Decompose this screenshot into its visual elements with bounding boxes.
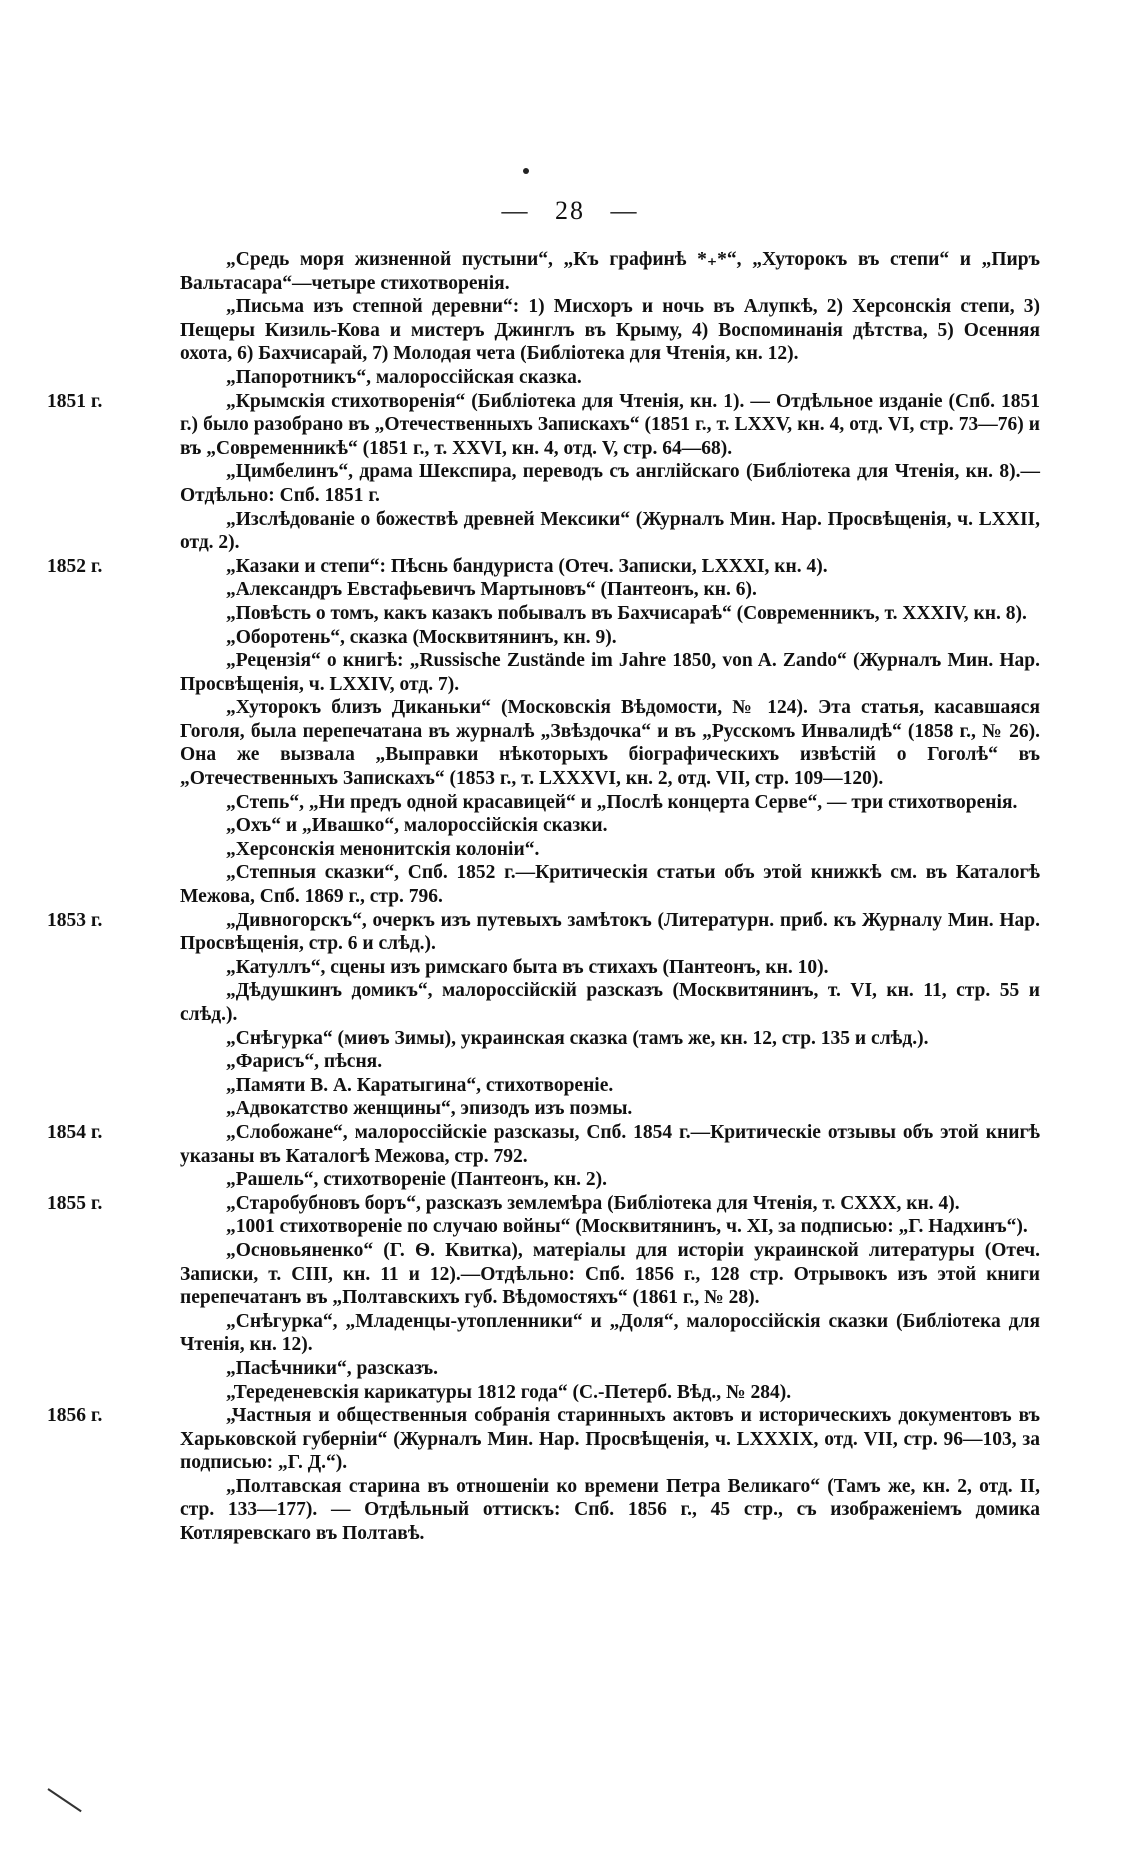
bibliography-entry	[180, 1475, 1040, 1546]
bibliography-entry	[180, 1310, 1040, 1357]
ink-dot	[523, 168, 529, 174]
bibliography-entry	[180, 248, 1040, 295]
bibliography-entry	[180, 838, 1040, 862]
bibliography-entry	[180, 649, 1040, 696]
page-number	[0, 196, 1140, 226]
bibliography-entry	[180, 1239, 1040, 1310]
entry-text: „Херсонскія менонитскія колоніи“.	[226, 838, 540, 860]
entry-text: „Пасѣчники“, разсказъ.	[226, 1357, 438, 1379]
bibliography-entry	[180, 508, 1040, 555]
entry-text: „Александръ Евстафьевичъ Мартыновъ“ (Пантеонъ, кн. 6).	[226, 579, 757, 601]
bibliography-entry	[180, 1168, 1040, 1192]
entry-text: „Слобожане“, малороссійскіе разсказы, Спб. 1854 г.—Критическіе отзывы объ этой книгѣ указаны въ Каталогѣ Межова, стр. 792.	[180, 1121, 1040, 1167]
entry-text: „Рашель“, стихотвореніе (Пантеонъ, кн. 2).	[226, 1169, 607, 1191]
entry-year: 1855 г.	[47, 1192, 103, 1214]
entry-text: „Дивногорскъ“, очеркъ изъ путевыхъ замѣтокъ (Литературн. приб. къ Журналу Мин. Нар. Просвѣщенія, стр. 6 и слѣд.).	[180, 909, 1040, 955]
entry-year: 1853 г.	[47, 909, 103, 931]
bibliography-entry	[47, 555, 1040, 579]
entry-year: 1851 г.	[47, 390, 103, 412]
entry-text: „Цимбелинъ“, драма Шекспира, переводъ съ англійскаго (Библіотека для Чтенія, кн. 8).—Отдѣльно: Спб. 1851 г.	[180, 461, 1040, 506]
bibliography-entry	[180, 1381, 1040, 1405]
entry-text: „Полтавская старина въ отношеніи ко времени Петра Великаго“ (Тамъ же, кн. 2, отд. II, стр. 133—177). — Отдѣльный оттискъ: Спб. 1856 г., 45 стр., съ изображеніемъ домика Котляревскаго въ Полтавѣ.	[180, 1475, 1040, 1545]
bibliography-entry	[47, 390, 1040, 461]
bibliography-entry	[180, 578, 1040, 602]
entry-text: „Степь“, „Ни предъ одной красавицей“ и „Послѣ концерта Серве“, — три стихотворенія.	[226, 791, 1018, 813]
bibliography-entry	[47, 1121, 1040, 1168]
entry-text: „Основьяненко“ (Г. Ѳ. Квитка), матеріалы для исторіи украинской литературы (Отеч. Записки, т. CIII, кн. 11 и 12).—Отдѣльно: Спб. 1856 г., 128 стр. Отрывокъ изъ этой книги перепечатанъ въ „Полтавскихъ губ. Вѣдомостяхъ“ (1861 г., № 28).	[180, 1239, 1040, 1309]
entry-text: „Хуторокъ близъ Диканьки“ (Московскія Вѣдомости, № 124). Эта статья, касавшаяся Гоголя, была перепечатана въ журналѣ „Звѣздочка“ и въ „Русскомъ Инвалидѣ“ (1858 г., № 26). Она же вызвала „Выправки нѣкоторыхъ біографическихъ извѣстій о Гоголѣ“ въ „Отечественныхъ Запискахъ“ (1853 г., т. LXXXVI, кн. 2, отд. VII, стр. 109—120).	[180, 697, 1040, 790]
entry-text: „Оборотень“, сказка (Москвитянинъ, кн. 9).	[226, 626, 617, 648]
bibliography-entry	[180, 460, 1040, 507]
entry-text: „Дѣдушкинъ домикъ“, малороссійскій разсказъ (Москвитянинъ, т. VI, кн. 11, стр. 55 и слѣд.).	[180, 980, 1040, 1025]
entry-text: „Изслѣдованіе о божествѣ древней Мексики“ (Журналъ Мин. Нар. Просвѣщенія, ч. LXXII, отд. 2).	[180, 508, 1040, 554]
entry-text: „Частныя и общественныя собранія старинныхъ актовъ и историческихъ документовъ въ Харьковской губерніи“ (Журналъ Мин. Нар. Просвѣщенія, ч. LXXXIX, отд. VII, стр. 96—103, за подписью: „Г. Д.“).	[180, 1405, 1040, 1474]
entry-text: „Памяти В. А. Каратыгина“, стихотвореніе.	[226, 1074, 614, 1096]
bibliography-entry	[47, 1192, 1040, 1216]
bibliography-entry	[180, 1357, 1040, 1381]
bibliography-entry	[180, 979, 1040, 1026]
entry-text: „Катуллъ“, сцены изъ римскаго быта въ стихахъ (Пантеонъ, кн. 10).	[226, 956, 829, 978]
entry-year: 1852 г.	[47, 555, 103, 577]
bibliography-entry	[180, 696, 1040, 790]
entry-text: „1001 стихотвореніе по случаю войны“ (Москвитянинъ, ч. XI, за подписью: „Г. Надхинъ“).	[226, 1216, 1028, 1238]
entry-text: „Снѣгурка“ (миѳъ Зимы), украинская сказка (тамъ же, кн. 12, стр. 135 и слѣд.).	[226, 1027, 929, 1049]
page-number-value: 28	[555, 196, 585, 225]
bibliography-entry	[180, 861, 1040, 908]
entry-text: „Казаки и степи“: Пѣснь бандуриста (Отеч. Записки, LXXXI, кн. 4).	[226, 555, 828, 577]
entry-text: „Рецензія“ о книгѣ: „Russische Zustände im Jahre 1850, von A. Zando“ (Журналъ Мин. Нар. Просвѣщенія, ч. LXXIV, отд. 7).	[180, 650, 1040, 695]
entry-text: „Тереденевскія карикатуры 1812 года“ (С.-Петерб. Вѣд., № 284).	[226, 1381, 792, 1403]
entry-text: „Адвокатство женщины“, эпизодъ изъ поэмы.	[226, 1098, 633, 1120]
bibliography-entry	[180, 366, 1040, 390]
entry-text: „Фарисъ“, пѣсня.	[226, 1051, 383, 1073]
entry-text: „Старобубновъ боръ“, разсказъ землемѣра (Библіотека для Чтенія, т. CXXX, кн. 4).	[226, 1192, 960, 1214]
bibliography-text	[47, 248, 1040, 1546]
bibliography-entry	[180, 602, 1040, 626]
entry-text: „Крымскія стихотворенія“ (Библіотека для Чтенія, кн. 1). — Отдѣльное изданіе (Спб. 1851 г.) было разобрано въ „Отечественныхъ Запискахъ“ (1851 г., т. LXXV, кн. 4, отд. VI, стр. 73—76) и въ „Современникѣ“ (1851 г., т. XXVI, кн. 4, отд. V, стр. 64—68).	[180, 390, 1040, 459]
corner-stroke-mark	[47, 1788, 81, 1812]
bibliography-entry	[180, 791, 1040, 815]
bibliography-entry	[180, 626, 1040, 650]
bibliography-entry	[180, 1027, 1040, 1051]
page-number-dash-right: —	[610, 196, 639, 225]
entry-text: „Папоротникъ“, малороссійская сказка.	[226, 366, 582, 388]
bibliography-entry	[180, 956, 1040, 980]
entry-text: „Средь моря жизненной пустыни“, „Къ графинѣ *₊*“, „Хуторокъ въ степи“ и „Пиръ Вальтасара“—четыре стихотворенія.	[180, 249, 1040, 294]
entry-text: „Повѣсть о томъ, какъ казакъ побывалъ въ Бахчисараѣ“ (Современникъ, т. XXXIV, кн. 8).	[226, 602, 1027, 624]
page-number-dash-left: —	[501, 196, 530, 225]
bibliography-entry	[180, 295, 1040, 366]
bibliography-entry	[47, 909, 1040, 956]
entry-year: 1856 г.	[47, 1405, 103, 1427]
entry-text: „Охъ“ и „Ивашко“, малороссійскія сказки.	[226, 815, 608, 837]
bibliography-entry	[180, 1050, 1040, 1074]
entry-text: „Письма изъ степной деревни“: 1) Мисхоръ и ночь въ Алупкѣ, 2) Херсонскія степи, 3) Пещеры Кизиль-Кова и мистеръ Джинглъ въ Крыму, 4) Воспоминанія дѣтства, 5) Осенняя охота, 6) Бахчисарай, 7) Молодая чета (Библіотека для Чтенія, кн. 12).	[180, 296, 1040, 365]
bibliography-entry	[180, 1215, 1040, 1239]
bibliography-entry	[47, 1404, 1040, 1475]
entry-text: „Снѣгурка“, „Младенцы-утопленники“ и „Доля“, малороссійскія сказки (Библіотека для Чтенія, кн. 12).	[180, 1310, 1040, 1356]
entry-text: „Степныя сказки“, Спб. 1852 г.—Критическія статьи объ этой книжкѣ см. въ Каталогѣ Межова, Спб. 1869 г., стр. 796.	[180, 862, 1040, 908]
bibliography-entry	[180, 814, 1040, 838]
bibliography-entry	[180, 1074, 1040, 1098]
bibliography-entry	[180, 1097, 1040, 1121]
entry-year: 1854 г.	[47, 1121, 103, 1143]
